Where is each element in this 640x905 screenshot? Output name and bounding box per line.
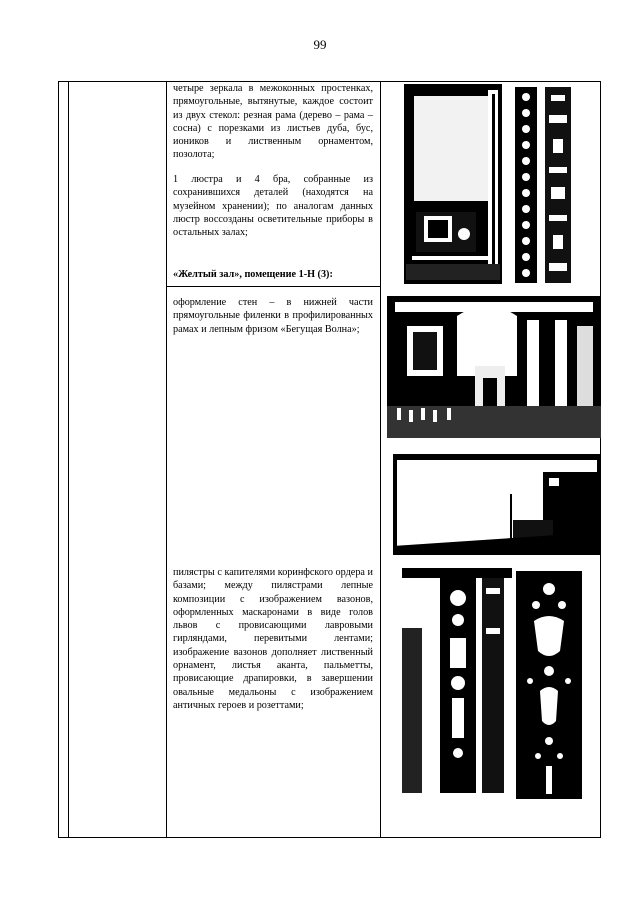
photo-wall-fragment bbox=[393, 454, 601, 555]
table-column-divider bbox=[380, 81, 381, 838]
walls-description: оформление стен – в нижней части прямоугольные филенки в профилированных рамах и лепным фризом «Бегущая Волна»; bbox=[173, 297, 373, 335]
photo-yellow-hall bbox=[387, 296, 601, 438]
mirrors-description: четыре зеркала в межоконных простенках, прямоугольные, вытянутые, каждое состоит из двух стекол: резная рама (дерево – рама – сосна) с порезками из листьев дуба, бус, иоников и лиственным орнаментом, позолота; bbox=[173, 83, 373, 161]
lighting-description: 1 люстра и 4 бра, собранные из сохранившихся деталей (находятся на музейном хранении); по аналогам данных люстр воссозданы осветительные приборы в остальных залах; bbox=[173, 174, 373, 239]
photo-pilaster bbox=[402, 568, 512, 793]
table-border-bottom bbox=[58, 837, 601, 838]
pilasters-description: пилястры с капителями коринфского ордера и базами; между пилястрами лепные композиции с изображением вазонов, оформленных маскаронами в виде голов львов с провисающими лавровыми гирляндами, перевитыми лентами; изображение вазонов дополняет лиственный орнамент, листья аканта, пальметты, провисающие драпировки, в завершении овальные медальоны с изображением античных героев и розеттами; bbox=[173, 567, 373, 711]
table-row-divider bbox=[166, 286, 380, 287]
photo-stucco-vase bbox=[516, 571, 582, 799]
table-column-divider bbox=[166, 81, 167, 838]
table-border-left bbox=[58, 81, 59, 838]
photo-carved-ornament bbox=[509, 87, 577, 283]
photo-mirror-frame bbox=[404, 84, 502, 284]
page-number: 99 bbox=[313, 37, 327, 52]
table-column-divider bbox=[68, 81, 69, 838]
section-heading: «Желтый зал», помещение 1-Н (3): bbox=[173, 269, 333, 280]
